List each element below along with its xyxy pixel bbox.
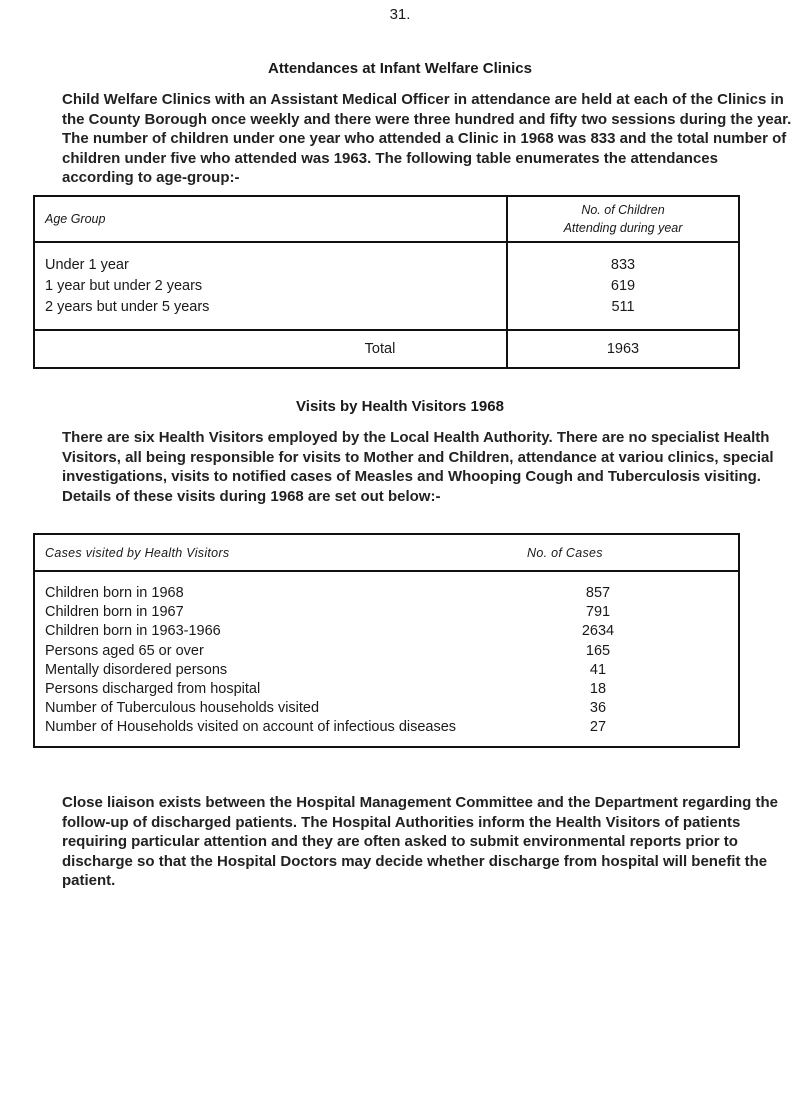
- paragraph-clinics: Child Welfare Clinics with an Assistant Medical Officer in attendance are held at each of the Clinics in the County Borough once weekly and there were three hundred and fifty two sessions during the year. The number of children under one year who attended a Clinic in 1968 was 833 and the total number of children under five who attended was 1963. The following table enumerates the attendances according to age-group:-: [62, 91, 792, 186]
- table-row-label: Children born in 1967: [45, 604, 184, 621]
- header-no-of-children-line2: Attending during year: [563, 221, 683, 235]
- table-row-value: 27: [589, 719, 607, 736]
- total-value: 1963: [507, 330, 739, 368]
- table-row-label: Children born in 1968: [45, 585, 184, 601]
- table-row-value: 165: [585, 642, 611, 659]
- case-values: [517, 571, 739, 747]
- table-row-value: 619: [610, 278, 636, 294]
- table-row-group: [34, 571, 739, 747]
- section-title-infant-welfare: Attendances at Infant Welfare Clinics: [268, 60, 532, 77]
- header-cases-visited: Cases visited by Health Visitors: [34, 534, 517, 571]
- table-row-value: 18: [589, 681, 607, 698]
- table-row-label: Under 1 year: [45, 257, 129, 273]
- header-no-of-children: [507, 196, 739, 242]
- age-group-values: [507, 242, 739, 330]
- table-row-label: Mentally disordered persons: [45, 661, 228, 678]
- table-row-label: Children born in 1963-1966: [45, 623, 221, 640]
- table-row-label: Persons discharged from hospital: [45, 681, 261, 698]
- paragraph-liaison: Close liaison exists between the Hospital Management Committee and the Department regarding the follow-up of discharged patients. The Hospital Authorities inform the Health Visitors of patients requiring particular attention and they are often asked to submit environmental reports prior to discharge so that the Hospital Doctors may decide whether discharge from hospital will benefit the patient.: [62, 794, 778, 889]
- table-row-group: [34, 242, 739, 330]
- paragraph-health-visitors: There are six Health Visitors employed by the Local Health Authority. There are no specialist Health Visitors, all being responsible for visits to Mother and Children, attendance at variou clinics, special investigations, visits to notified cases of Measles and Whooping Cough and Tuberculosis visiting. Details of these visits during 1968 are set out below:-: [62, 429, 774, 505]
- table-row-label: 2 years but under 5 years: [45, 299, 210, 315]
- total-row: [34, 330, 739, 368]
- page-number: 31.: [389, 6, 411, 23]
- total-label: Total: [34, 330, 507, 368]
- case-labels: [34, 571, 517, 747]
- table-row-value: 833: [610, 257, 636, 273]
- table-row-label: Number of Households visited on account of infectious diseases: [45, 719, 457, 736]
- header-no-of-children-line1: No. of Children: [581, 203, 665, 217]
- table-row-value: 36: [589, 700, 607, 717]
- table-row-label: Persons aged 65 or over: [45, 642, 204, 659]
- table-row-label: 1 year but under 2 years: [45, 278, 203, 294]
- age-group-labels: [34, 242, 507, 330]
- table-row-value: 511: [611, 299, 635, 315]
- table-row-label: Number of Tuberculous households visited: [45, 700, 320, 717]
- header-no-of-cases: No. of Cases: [517, 534, 739, 571]
- table-row-value: 857: [585, 585, 611, 601]
- header-age-group: Age Group: [34, 196, 507, 242]
- table-row-value: 791: [585, 604, 611, 621]
- table-row-value: 41: [589, 661, 607, 678]
- age-group-table: [33, 195, 740, 369]
- table-row-value: 2634: [581, 623, 615, 640]
- cases-visited-table: [33, 533, 740, 748]
- section-title-health-visitors: Visits by Health Visitors 1968: [296, 398, 504, 415]
